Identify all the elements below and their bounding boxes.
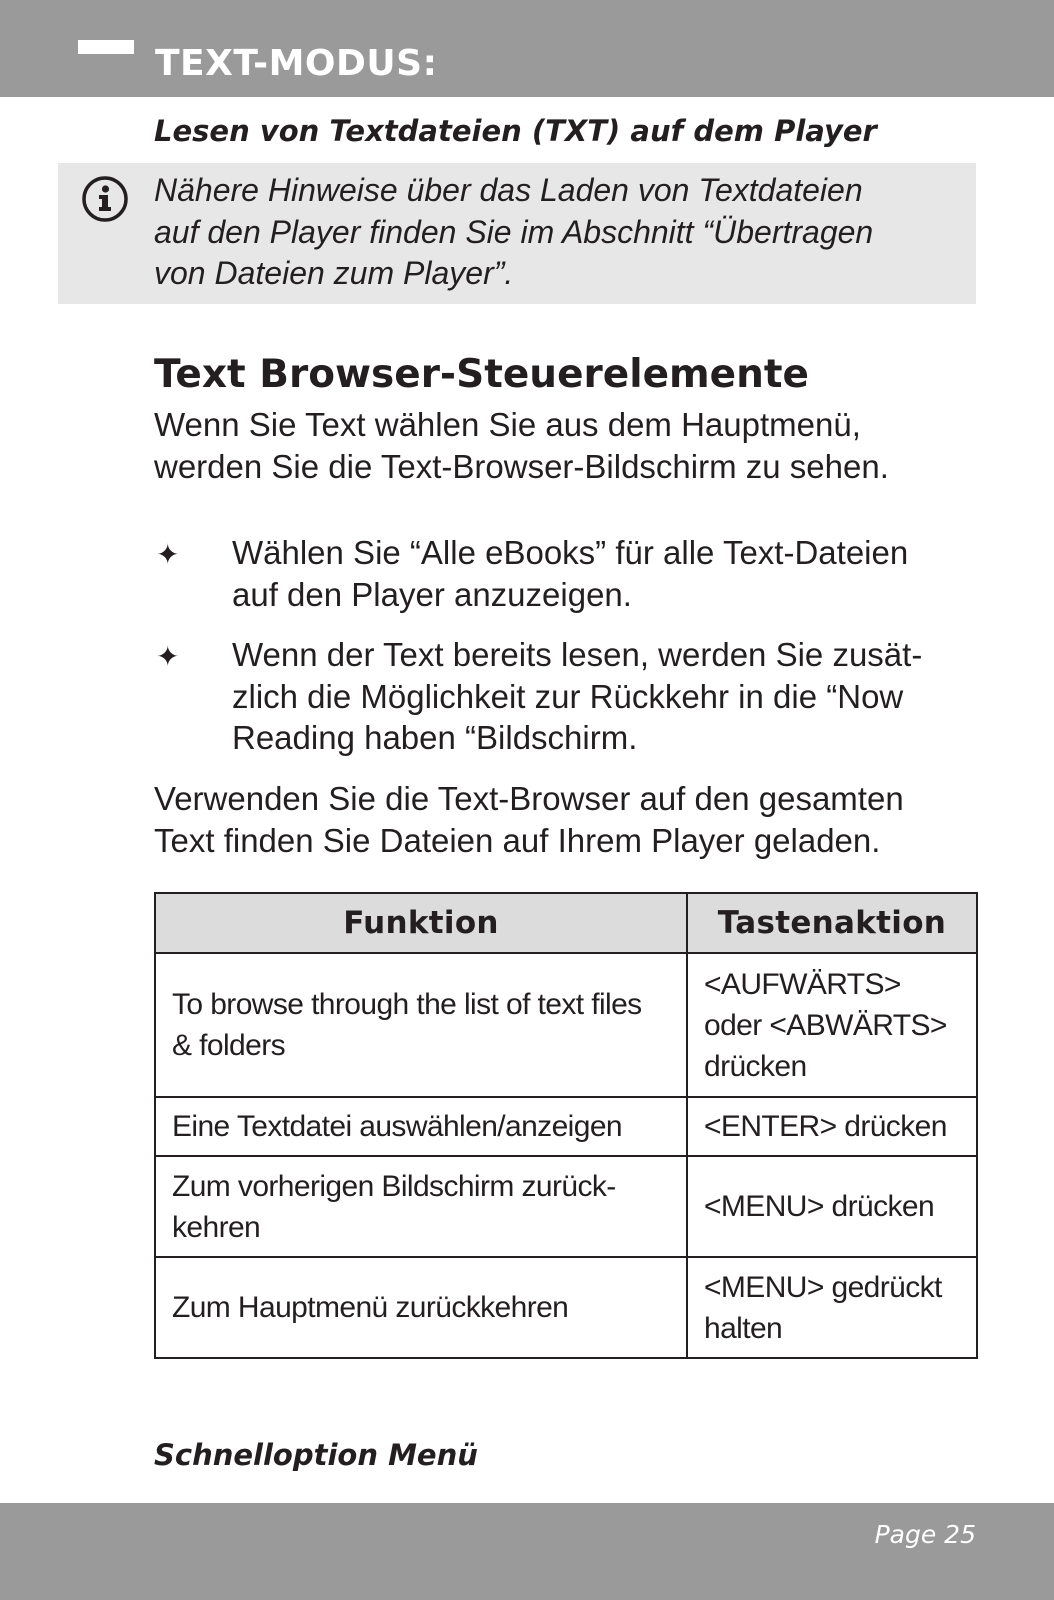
subheading-quick-options: Schnelloption Menü (154, 1438, 478, 1472)
function-cell (155, 1097, 687, 1156)
header-dash-marker (78, 40, 134, 54)
intro-line: Wenn Sie Text wählen Sie aus dem Hauptmenü, (154, 406, 861, 443)
action-cell (687, 1156, 977, 1257)
cell-line: Eine Textdatei auswählen/anzeigen (172, 1110, 622, 1143)
table-row (155, 1097, 977, 1156)
bullet-line: Wählen Sie “Alle eBooks” für alle Text-Dateien (232, 534, 909, 571)
note-line: von Dateien zum Player”. (154, 255, 514, 291)
cell-line: & folders (172, 1029, 285, 1062)
closing-line: Text finden Sie Dateien auf Ihrem Player geladen. (154, 821, 881, 859)
intro-paragraph (154, 404, 984, 487)
bullet-line: zlich die Möglichkeit zur Rückkehr in die “Now (232, 677, 904, 715)
cell-line: <MENU> gedrückt (704, 1270, 942, 1304)
section-title: Text Browser-Steuerelemente (154, 352, 809, 397)
cell-line: <AUFWÄRTS> (704, 967, 901, 1001)
bullet-line: Reading haben “Bildschirm. (232, 719, 638, 756)
note-line: Nähere Hinweise über das Laden von Textdateien (154, 172, 863, 208)
bullet-line: Wenn der Text bereits lesen, werden Sie zusät- (232, 636, 923, 673)
cell-line: Zum vorherigen Bildschirm zurück- (172, 1169, 616, 1203)
cell-line: <ENTER> drücken (704, 1110, 947, 1143)
bullet-item (232, 634, 992, 759)
table-header-row (155, 893, 977, 953)
cell-line: Zum Hauptmenü zurückkehren (172, 1291, 569, 1324)
subheading-txt: Lesen von Textdateien (TXT) auf dem Player (154, 114, 877, 148)
function-cell (155, 953, 687, 1097)
note-line: auf den Player finden Sie im Abschnitt “Übertragen (154, 213, 874, 250)
page-number: Page 25 (874, 1520, 976, 1549)
function-cell (155, 1156, 687, 1257)
action-cell (687, 1097, 977, 1156)
bullet-icon: ✦ (156, 640, 180, 673)
action-cell (687, 1257, 977, 1358)
table-row (155, 953, 977, 1097)
column-header-function: Funktion (155, 893, 687, 953)
table-row (155, 1257, 977, 1358)
cell-line: drücken (704, 1049, 807, 1083)
cell-line: To browse through the list of text files (172, 988, 642, 1021)
cell-line: halten (704, 1311, 783, 1345)
page-title: TEXT-MODUS: (155, 43, 438, 84)
controls-table (154, 892, 978, 1359)
cell-line: kehren (172, 1210, 261, 1244)
cell-line: <MENU> drücken (704, 1190, 935, 1223)
bullet-item (232, 532, 992, 615)
closing-paragraph (154, 778, 984, 861)
bullet-line: auf den Player anzuzeigen. (232, 575, 632, 613)
info-icon (80, 174, 130, 224)
note-text (154, 170, 964, 295)
intro-line: werden Sie die Text-Browser-Bildschirm zu sehen. (154, 447, 889, 485)
table-row (155, 1156, 977, 1257)
function-cell (155, 1257, 687, 1358)
cell-line: oder <ABWÄRTS> (704, 1008, 947, 1042)
bullet-icon: ✦ (156, 538, 180, 571)
column-header-action: Tastenaktion (687, 893, 977, 953)
action-cell (687, 953, 977, 1097)
closing-line: Verwenden Sie die Text-Browser auf den gesamten (154, 780, 904, 817)
